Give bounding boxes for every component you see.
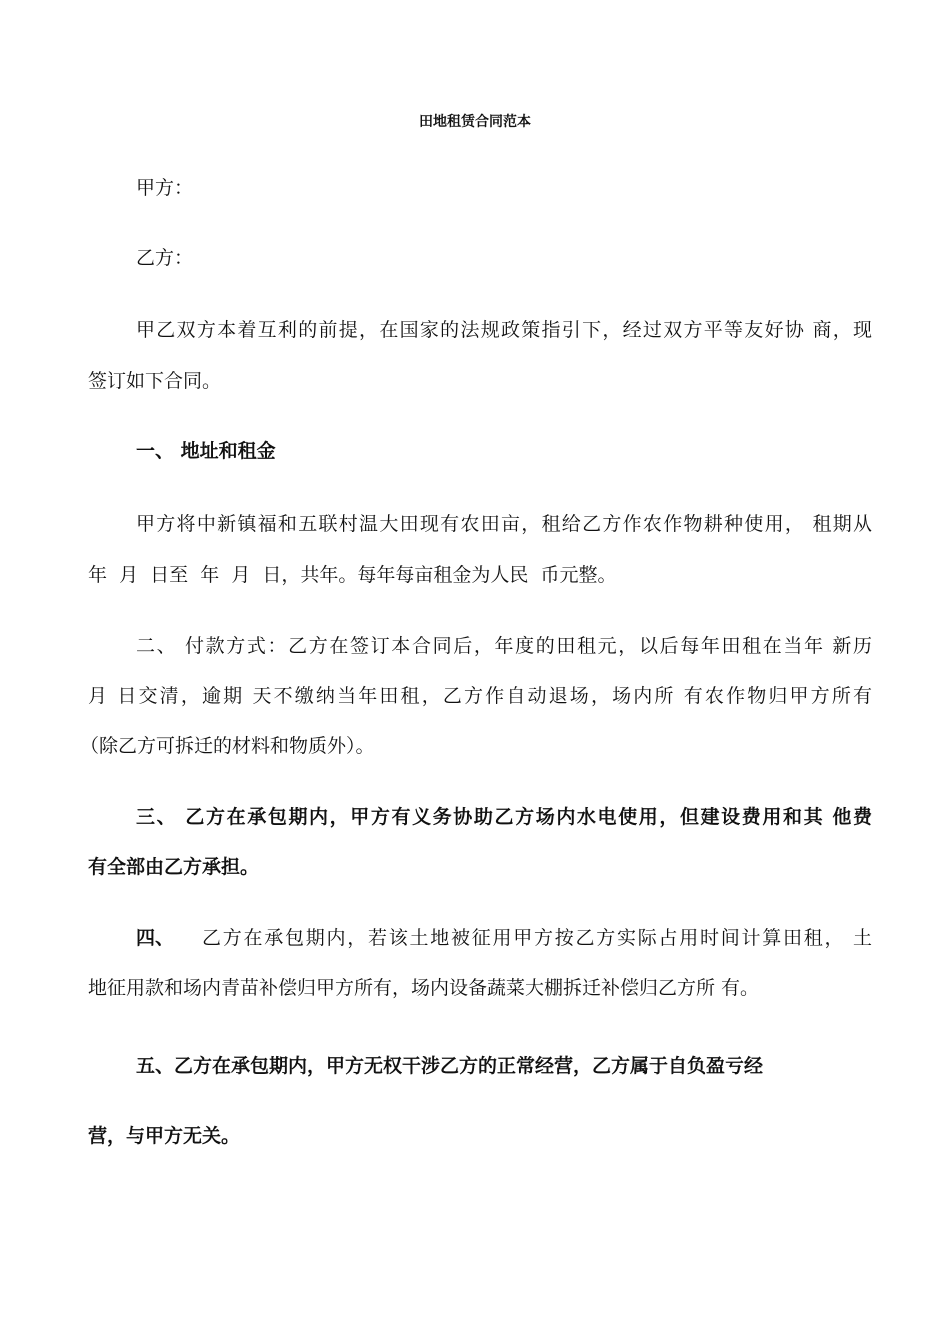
section-1-line-1: 甲方将中新镇福和五联村温大田现有农田亩，租给乙方作农作物耕种使用， 租期从 (136, 513, 872, 535)
section-2-line-1: 二、 付款方式：乙方在签订本合同后，年度的田租元，以后每年田租在当年 新历 (136, 635, 872, 657)
document-title: 田地租赁合同范本 (419, 114, 531, 130)
section-1-heading: 一、 地址和租金 (136, 440, 276, 462)
section-4-line-1: 乙方在承包期内，若该土地被征用甲方按乙方实际占用时间计算田租， 土 (202, 927, 872, 949)
section-4-line-2: 地征用款和场内青苗补偿归甲方所有，场内设备蔬菜大棚拆迁补偿归乙方所 有。 (88, 977, 760, 999)
section-3-line-2: 有全部由乙方承担。 (88, 856, 260, 878)
section-1-line-2: 年 月 日至 年 月 日，共年。每年每亩租金为人民 币元整。 (88, 564, 617, 586)
section-5-line-1: 五、乙方在承包期内，甲方无权干涉乙方的正常经营，乙方属于自负盈亏经 (136, 1055, 764, 1077)
section-5-line-2: 营，与甲方无关。 (88, 1125, 241, 1147)
party-b-label: 乙方： (136, 247, 194, 269)
section-2-line-3: （除乙方可拆迁的材料和物质外）。 (80, 735, 375, 757)
section-4-number: 四、 (136, 927, 175, 949)
intro-line-2: 签订如下合同。 (88, 370, 222, 392)
party-a-label: 甲方： (136, 177, 194, 199)
intro-line-1: 甲乙双方本着互利的前提，在国家的法规政策指引下，经过双方平等友好协 商，现 (136, 319, 872, 341)
section-2-line-2: 月 日交清，逾期 天不缴纳当年田租，乙方作自动退场，场内所 有农作物归甲方所有 (88, 685, 872, 707)
section-3-line-1: 三、 乙方在承包期内，甲方有义务协助乙方场内水电使用，但建设费用和其 他费 (136, 806, 872, 828)
